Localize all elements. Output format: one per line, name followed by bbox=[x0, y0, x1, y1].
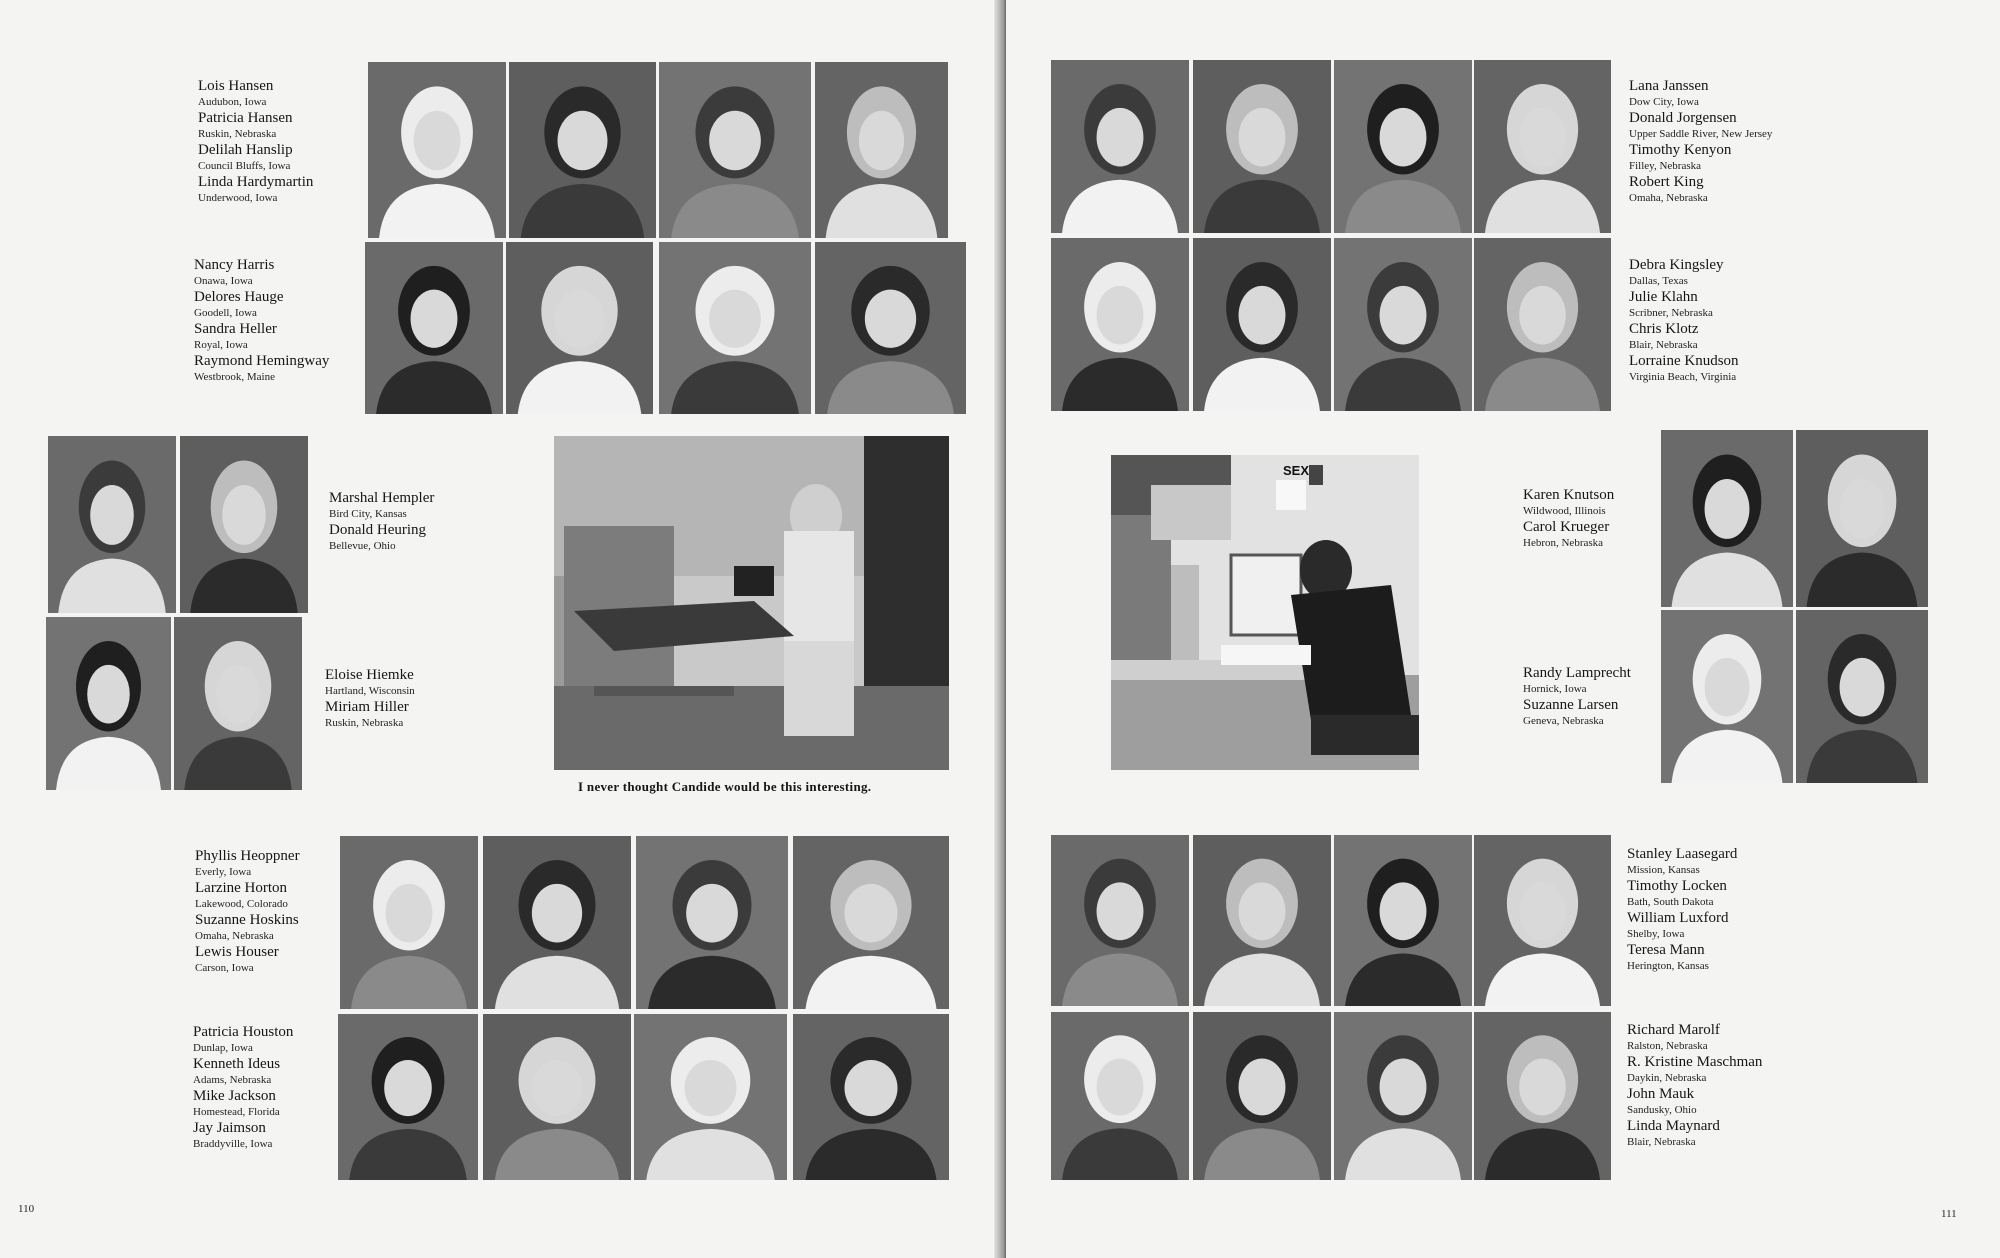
student-portrait bbox=[483, 1014, 631, 1180]
student-hometown: Adams, Nebraska bbox=[193, 1074, 272, 1086]
student-portrait bbox=[815, 242, 966, 414]
name-list-group-2 bbox=[194, 257, 329, 385]
student-portrait bbox=[1796, 610, 1928, 783]
student-portrait bbox=[1474, 238, 1611, 411]
candid-photo-reading bbox=[554, 436, 949, 770]
student-portrait bbox=[1796, 430, 1928, 607]
student-hometown: Blair, Nebraska bbox=[1627, 1136, 1696, 1148]
student-hometown: Braddyville, Iowa bbox=[193, 1138, 273, 1150]
student-portrait bbox=[1334, 1012, 1472, 1180]
student-name: Delilah Hanslip bbox=[198, 142, 293, 158]
student-hometown: Hornick, Iowa bbox=[1523, 683, 1587, 695]
student-hometown: Carson, Iowa bbox=[195, 962, 254, 974]
student-portrait bbox=[1474, 1012, 1611, 1180]
student-hometown: Geneva, Nebraska bbox=[1523, 715, 1604, 727]
student-portrait bbox=[483, 836, 631, 1009]
student-portrait bbox=[365, 242, 503, 414]
student-name: Linda Maynard bbox=[1627, 1118, 1720, 1134]
student-name: Sandra Heller bbox=[194, 321, 277, 337]
name-list-group-2 bbox=[1629, 257, 1739, 385]
student-name: Raymond Hemingway bbox=[194, 353, 330, 369]
name-list-group-5 bbox=[195, 848, 300, 976]
student-name: Patricia Hansen bbox=[198, 110, 293, 126]
student-hometown: Upper Saddle River, New Jersey bbox=[1629, 128, 1773, 140]
student-name: Chris Klotz bbox=[1629, 321, 1699, 337]
student-portrait bbox=[815, 62, 948, 238]
student-hometown: Homestead, Florida bbox=[193, 1106, 280, 1118]
student-name: Lois Hansen bbox=[198, 78, 274, 94]
student-portrait bbox=[180, 436, 308, 613]
student-portrait bbox=[1051, 238, 1189, 411]
student-name: Phyllis Heoppner bbox=[195, 848, 300, 864]
right-page bbox=[1006, 0, 2000, 1258]
student-name: Karen Knutson bbox=[1523, 487, 1615, 503]
student-portrait bbox=[338, 1014, 478, 1180]
student-hometown: Bellevue, Ohio bbox=[329, 540, 396, 552]
name-list-group-1 bbox=[198, 78, 313, 206]
student-hometown: Wildwood, Illinois bbox=[1523, 505, 1606, 517]
student-hometown: Ralston, Nebraska bbox=[1627, 1040, 1708, 1052]
student-hometown: Council Bluffs, Iowa bbox=[198, 160, 291, 172]
student-portrait bbox=[1193, 60, 1331, 233]
student-portrait bbox=[1051, 835, 1189, 1006]
student-name: Richard Marolf bbox=[1627, 1022, 1720, 1038]
student-name: John Mauk bbox=[1627, 1086, 1695, 1102]
page-number: 110 bbox=[18, 1203, 35, 1215]
student-portrait bbox=[1051, 60, 1189, 233]
student-portrait bbox=[636, 836, 788, 1009]
student-portrait bbox=[1193, 238, 1331, 411]
student-hometown: Audubon, Iowa bbox=[198, 96, 267, 108]
student-name: Randy Lamprecht bbox=[1523, 665, 1631, 681]
candid-photo-writing bbox=[1111, 455, 1419, 770]
student-name: Teresa Mann bbox=[1627, 942, 1705, 958]
student-portrait bbox=[793, 1014, 949, 1180]
student-hometown: Daykin, Nebraska bbox=[1627, 1072, 1707, 1084]
student-hometown: Goodell, Iowa bbox=[194, 307, 257, 319]
student-hometown: Mission, Kansas bbox=[1627, 864, 1700, 876]
name-list-group-4 bbox=[325, 667, 415, 731]
student-hometown: Scribner, Nebraska bbox=[1629, 307, 1713, 319]
name-list-group-6 bbox=[193, 1024, 293, 1152]
student-name: Lewis Houser bbox=[195, 944, 279, 960]
student-hometown: Hartland, Wisconsin bbox=[325, 685, 415, 697]
student-hometown: Hebron, Nebraska bbox=[1523, 537, 1604, 549]
student-name: Robert King bbox=[1629, 174, 1704, 190]
student-name: Suzanne Hoskins bbox=[195, 912, 299, 928]
student-portrait bbox=[659, 62, 811, 238]
student-hometown: Dow City, Iowa bbox=[1629, 96, 1699, 108]
student-hometown: Lakewood, Colorado bbox=[195, 898, 288, 910]
name-list-group-1 bbox=[1629, 78, 1772, 206]
student-hometown: Herington, Kansas bbox=[1627, 960, 1709, 972]
student-portrait bbox=[1334, 60, 1472, 233]
student-name: Timothy Kenyon bbox=[1629, 142, 1732, 158]
student-name: William Luxford bbox=[1627, 910, 1729, 926]
student-hometown: Omaha, Nebraska bbox=[195, 930, 274, 942]
student-hometown: Underwood, Iowa bbox=[198, 192, 278, 204]
student-hometown: Westbrook, Maine bbox=[194, 371, 275, 383]
student-name: Larzine Horton bbox=[195, 880, 288, 896]
student-portrait bbox=[659, 242, 811, 414]
student-name: Delores Hauge bbox=[194, 289, 284, 305]
student-hometown: Omaha, Nebraska bbox=[1629, 192, 1708, 204]
student-portrait bbox=[1051, 1012, 1189, 1180]
student-hometown: Bath, South Dakota bbox=[1627, 896, 1714, 908]
student-portrait bbox=[1474, 60, 1611, 233]
student-portrait bbox=[506, 242, 653, 414]
student-portrait bbox=[509, 62, 656, 238]
student-name: Miriam Hiller bbox=[325, 699, 409, 715]
student-hometown: Bird City, Kansas bbox=[329, 508, 407, 520]
student-name: Lorraine Knudson bbox=[1629, 353, 1739, 369]
name-list-group-6 bbox=[1627, 1022, 1762, 1150]
student-hometown: Everly, Iowa bbox=[195, 866, 252, 878]
student-portrait bbox=[793, 836, 949, 1009]
student-hometown: Dunlap, Iowa bbox=[193, 1042, 253, 1054]
student-portrait bbox=[340, 836, 478, 1009]
student-portrait bbox=[1334, 238, 1472, 411]
student-name: Timothy Locken bbox=[1627, 878, 1727, 894]
student-portrait bbox=[48, 436, 176, 613]
student-hometown: Onawa, Iowa bbox=[194, 275, 253, 287]
student-hometown: Dallas, Texas bbox=[1629, 275, 1688, 287]
student-name: Mike Jackson bbox=[193, 1088, 276, 1104]
student-name: Patricia Houston bbox=[193, 1024, 294, 1040]
student-hometown: Filley, Nebraska bbox=[1629, 160, 1701, 172]
student-name: Suzanne Larsen bbox=[1523, 697, 1619, 713]
student-name: Stanley Laasegard bbox=[1627, 846, 1738, 862]
student-name: Jay Jaimson bbox=[193, 1120, 266, 1136]
poster-text: SEX bbox=[1283, 463, 1310, 478]
student-portrait bbox=[1661, 430, 1793, 607]
student-name: Donald Jorgensen bbox=[1629, 110, 1737, 126]
student-portrait bbox=[1474, 835, 1611, 1006]
student-name: Donald Heuring bbox=[329, 522, 427, 538]
student-name: Lana Janssen bbox=[1629, 78, 1709, 94]
student-name: Nancy Harris bbox=[194, 257, 275, 273]
student-name: Kenneth Ideus bbox=[193, 1056, 281, 1072]
student-name: Eloise Hiemke bbox=[325, 667, 414, 683]
student-portrait bbox=[1193, 835, 1331, 1006]
student-hometown: Ruskin, Nebraska bbox=[198, 128, 277, 140]
student-hometown: Shelby, Iowa bbox=[1627, 928, 1685, 940]
name-list-group-5 bbox=[1627, 846, 1737, 974]
student-name: Debra Kingsley bbox=[1629, 257, 1724, 273]
student-portrait bbox=[368, 62, 506, 238]
student-portrait bbox=[1661, 610, 1793, 783]
student-portrait bbox=[634, 1014, 787, 1180]
student-hometown: Ruskin, Nebraska bbox=[325, 717, 404, 729]
student-hometown: Virginia Beach, Virginia bbox=[1629, 371, 1737, 383]
name-list-group-4 bbox=[1523, 665, 1631, 729]
student-name: R. Kristine Maschman bbox=[1627, 1054, 1763, 1070]
student-portrait bbox=[46, 617, 171, 790]
student-hometown: Royal, Iowa bbox=[194, 339, 248, 351]
student-name: Linda Hardymartin bbox=[198, 174, 314, 190]
name-list-group-3 bbox=[1523, 487, 1614, 551]
student-name: Carol Krueger bbox=[1523, 519, 1610, 535]
student-portrait bbox=[1193, 1012, 1331, 1180]
student-name: Julie Klahn bbox=[1629, 289, 1698, 305]
name-list-group-3 bbox=[329, 490, 434, 554]
page-number: 111 bbox=[1941, 1208, 1957, 1220]
student-portrait bbox=[1334, 835, 1472, 1006]
student-hometown: Blair, Nebraska bbox=[1629, 339, 1698, 351]
student-portrait bbox=[174, 617, 302, 790]
student-name: Marshal Hempler bbox=[329, 490, 435, 506]
photo-caption: I never thought Candide would be this interesting. bbox=[578, 779, 872, 794]
student-hometown: Sandusky, Ohio bbox=[1627, 1104, 1697, 1116]
